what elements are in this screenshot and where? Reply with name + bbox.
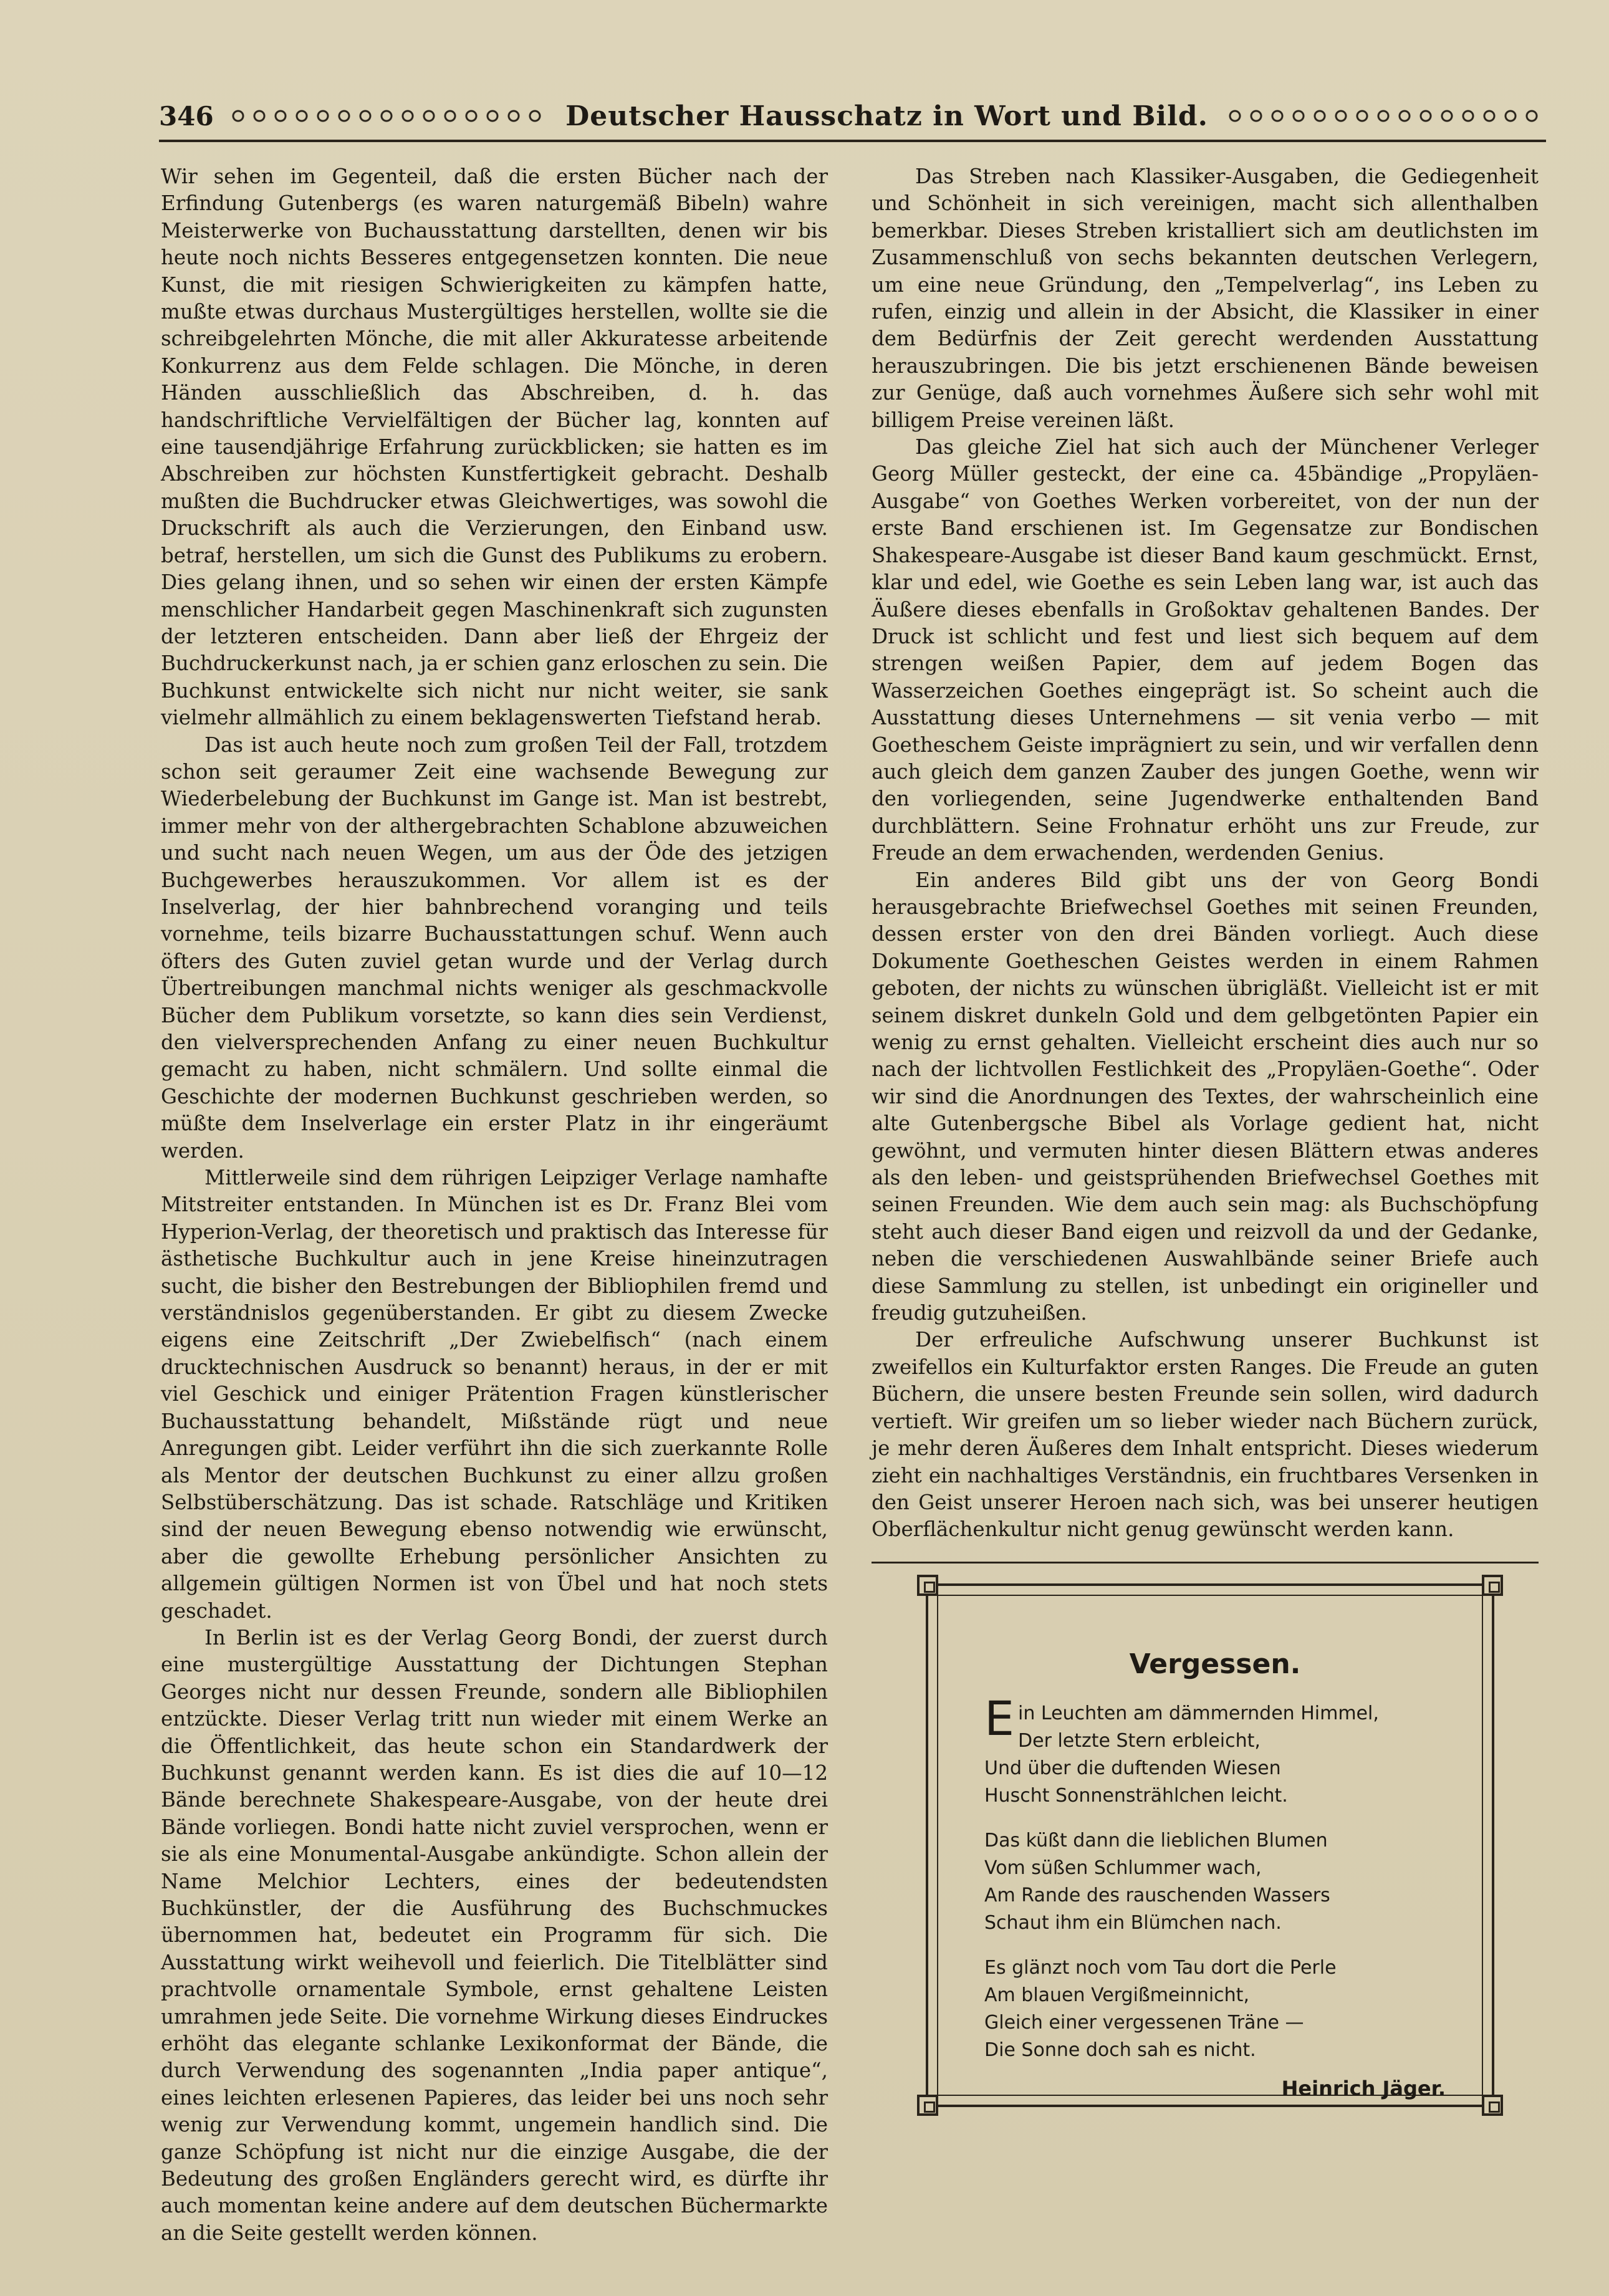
paragraph: Ein anderes Bild gibt uns der von Georg Bondi herausgebrachte Briefwechsel Goethes mit seinen Freunden, dessen erster von den drei Bänden vorliegt. Auch diese Dokumente Goetheschen Geistes werden in einem Rahmen geboten, der nichts zu wünschen übrigläßt. Vielleicht ist er mit seinem diskret dunkeln Gold und dem gelbgetönten Papier ein wenig zu ernst gehalten. Vielleicht erscheint dies auch nur so nach der lichtvollen Festlichkeit des „Propyläen-Goethe“. Oder wir sind die Anordnungen des Textes, der wahrscheinlich eine alte Gutenbergsche Bibel als Vorlage gedient hat, nicht gewöhnt, und vermuten hinter diesen Blättern etwas anderes als den leben- und geistsprühenden Briefwechsel Goethes mit seinen Freunden. Wie dem auch sein mag: als Buchschöpfung steht auch dieser Band eigen und reizvoll da und der Gedanke, neben die verschiedenen Auswahlbände seiner Briefe auch diese Sammlung zu stellen, ist unbedingt ein origineller und freudig gutzuheißen. xyxy=(872,868,1539,1325)
poem-line: Gleich einer vergessenen Träne — xyxy=(984,2012,1304,2034)
right-column xyxy=(872,163,1539,1544)
paragraph: Wir sehen im Gegenteil, daß die ersten Bücher nach der Erfindung Gutenbergs (es waren naturgemäß Bibeln) wahre Meisterwerke von Buchausstattung darstellten, denen wir bis heute noch nichts Besseres entgegensetzen konnten. Die neue Kunst, die mit riesigen Schwierigkeiten zu kämpfen hatte, mußte etwas durchaus Mustergültiges herstellen, wollte sie die schreibgelehrten Mönche, die mit aller Akkuratesse arbeitende Konkurrenz aus dem Felde schlagen. Die Mönche, in deren Händen ausschließlich das Abschreiben, d. h. das handschriftliche Vervielfältigen der Bücher lag, konnten auf eine tausendjährige Erfahrung zurückblicken; sie hatten es im Abschreiben zur höchsten Kunstfertigkeit gebracht. Deshalb mußten die Buchdrucker etwas Gleichwertiges, was sowohl die Druckschrift als auch die Verzierungen, den Einband usw. betraf, herstellen, um sich die Gunst des Publikums zu erobern. Dies gelang ihnen, und so sehen wir einen der ersten Kämpfe menschlicher Handarbeit gegen Maschinenkraft sich zugunsten der letzteren entscheiden. Dann aber ließ der Ehrgeiz der Buchdruckerkunst nach, ja er schien ganz erloschen zu sein. Die Buchkunst entwickelte sich nicht nur nicht weiter, sie sank vielmehr allmählich zu einem beklagenswerten Tiefstand herab. xyxy=(161,165,828,730)
paragraph: Das ist auch heute noch zum großen Teil der Fall, trotzdem schon seit geraumer Zeit eine wachsende Bewegung zur Wiederbelebung der Buchkunst im Gange ist. Man ist bestrebt, immer mehr von der althergebrachten Schablone abzuweichen und sucht nach neuen Wegen, um aus der Öde des jetzigen Buchgewerbes herauszukommen. Vor allem ist es der Inselverlag, der hier bahnbrechend voranging und teils vornehme, teils bizarre Buchausstattungen schuf. Wenn auch öfters des Guten zuviel getan wurde und der Verlag durch Übertreibungen manchmal nichts weniger als geschmackvolle Bücher dem Publikum vorsetzte, so kann dies sein Verdienst, den vielversprechenden Anfang zu einer neuen Buchkultur gemacht zu haben, nicht schmälern. Und sollte einmal die Geschichte der modernen Buchkunst geschrieben werden, so müßte dem Inselverlage ein erster Platz in ihr eingeräumt werden. xyxy=(161,733,828,1163)
page-header xyxy=(159,95,1546,137)
left-column xyxy=(161,163,828,2247)
poem-line: Die Sonne doch sah es nicht. xyxy=(984,2039,1256,2061)
poem-line: Der letzte Stern erbleicht, xyxy=(1018,1730,1261,1752)
poem xyxy=(984,1648,1446,2100)
poem-dropcap: E xyxy=(984,1691,1015,1746)
ornament-right xyxy=(1224,108,1546,123)
paragraph: In Berlin ist es der Verlag Georg Bondi, der zuerst durch eine mustergültige Ausstattung der Dichtungen Stephan Georges nicht nur dessen Freunde, sondern alle Bibliophilen entzückte. Dieser Verlag tritt nun wieder mit einem Werke an die Öffentlichkeit, das heute schon ein Standardwerk der Buchkunst genannt werden kann. Es ist dies die auf 10—12 Bände berechnete Shakespeare-Ausgabe, von der heute drei Bände vorliegen. Bondi hatte nicht zuviel versprochen, wenn er sie als eine Monumental-Ausgabe ankündigte. Schon allein der Name Melchior Lechters, eines der bedeutendsten Buchkünstler, der die Ausführung des Buchschmuckes übernommen hat, bedeutet ein Programm für sich. Die Ausstattung wirkt weihevoll und feierlich. Die Titelblätter sind prachtvolle ornamentale Symbole, ernst gehaltene Leisten umrahmen jede Seite. Die vornehme Wirkung dieses Eindruckes erhöht das elegante schlanke Lexikonformat der Bände, die durch Verwendung des sogenannten „India paper antique“, eines leichten erlesenen Papieres, das leider bei uns noch sehr wenig zur Verwendung kommt, ungemein handlich sind. Die ganze Schöpfung ist nicht nur die einzige Ausgabe, die der Bedeutung des großen Engländers gerecht wird, es dürfte ihr auch momentan keine andere auf dem deutschen Büchermarkte an die Seite gestellt werden können. xyxy=(161,1625,828,2245)
poem-line: Am Rande des rauschenden Wassers xyxy=(984,1885,1330,1906)
paragraph: Das gleiche Ziel hat sich auch der Münchener Verleger Georg Müller gesteckt, der eine ca. 45bändige „Propyläen-Ausgabe“ von Goethes Werken vorbereitet, von der nun der erste Band erschienen ist. Im Gegensatze zur Bondischen Shakespeare-Ausgabe ist dieser Band kaum geschmückt. Ernst, klar und edel, wie Goethe es sein Leben lang war, ist auch das Äußere dieses ebenfalls in Großoktav gehaltenen Bandes. Der Druck ist schlicht und fest und liest sich bequem auf dem strengen weißen Papier, dem auf jedem Bogen das Wasserzeichen Goethes eingeprägt ist. So scheint auch die Ausstattung dieses Unternehmens — sit venia verbo — mit Goetheschem Geiste imprägniert zu sein, und wir verfallen denn auch gleich dem ganzen Zauber des jungen Goethe, wenn wir den vorliegenden, seine Jugendwerke enthaltenden Band durchblättern. Seine Frohnatur erhöht uns zur Freude, zur Freude an dem erwachenden, werdenden Genius. xyxy=(872,435,1539,865)
poem-stanza xyxy=(984,1954,1446,2064)
corner-ornament xyxy=(1482,2095,1503,2116)
corner-ornament xyxy=(917,1575,938,1596)
poem-line-text: in Leuchten am dämmernden Himmel, xyxy=(1018,1703,1379,1724)
poem-line: Vom süßen Schlummer wach, xyxy=(984,1857,1262,1879)
poem-line: Es glänzt noch vom Tau dort die Perle xyxy=(984,1957,1337,1979)
poem-frame xyxy=(926,1583,1494,2107)
poem-author: Heinrich Jäger. xyxy=(1281,2077,1446,2100)
journal-title: Deutscher Hausschatz in Wort und Bild. xyxy=(565,100,1208,132)
poem-line: Huscht Sonnenstrählchen leicht. xyxy=(984,1785,1288,1807)
ornament-left xyxy=(228,108,549,123)
poem-stanza xyxy=(984,1827,1446,1937)
corner-ornament xyxy=(1482,1575,1503,1596)
poem-separator xyxy=(872,1562,1539,1563)
corner-ornament xyxy=(917,2095,938,2116)
paragraph: Der erfreuliche Aufschwung unserer Buchkunst ist zweifellos ein Kulturfaktor ersten Ranges. Die Freude an guten Büchern, die unsere besten Freunde sein sollen, wird dadurch vertieft. Wir greifen um so lieber wieder nach Büchern zurück, je mehr deren Äußeres dem Inhalt entspricht. Dieses wiederum zieht ein nachhaltiges Verständnis, ein fruchtbares Versenken in den Geist unserer Heroen nach sich, was bei unserer heutigen Oberflächenkultur nicht genug gewünscht werden kann. xyxy=(872,1328,1539,1542)
poem-stanza xyxy=(984,1691,1446,1810)
paragraph: Das Streben nach Klassiker-Ausgaben, die Gediegenheit und Schönheit in sich vereinigen, macht sich allenthalben bemerkbar. Dieses Streben kristalliert sich am deutlichsten im Zusammenschluß von sechs bekannten deutschen Verlegern, um eine neue Gründung, den „Tempelverlag“, ins Leben zu rufen, einzig und allein in der Absicht, die Klassiker in einer dem Bedürfnis der Zeit gerecht werdenden Ausstattung herauszubringen. Die bis jetzt erschienenen Bände beweisen zur Genüge, daß auch vornehmes Äußere sich sehr wohl mit billigem Preise vereinen läßt. xyxy=(872,165,1539,432)
header-rule xyxy=(159,140,1546,142)
page-number: 346 xyxy=(159,100,214,132)
poem-line: Schaut ihm ein Blümchen nach. xyxy=(984,1912,1282,1934)
poem-line: Am blauen Vergißmeinnicht, xyxy=(984,1984,1249,2006)
poem-line: Das küßt dann die lieblichen Blumen xyxy=(984,1830,1328,1852)
poem-title: Vergessen. xyxy=(1129,1648,1301,1680)
poem-line: Und über die duftenden Wiesen xyxy=(984,1757,1281,1779)
paragraph: Mittlerweile sind dem rührigen Leipziger Verlage namhafte Mitstreiter entstanden. In München ist es Dr. Franz Blei vom Hyperion-Verlag, der theoretisch und praktisch das Interesse für ästhetische Buchkultur auch in jene Kreise hineinzutragen sucht, die bisher den Bestrebungen der Bibliophilen fremd und verständnislos gegenüberstanden. Er gibt zu diesem Zwecke eigens eine Zeitschrift „Der Zwiebelfisch“ (nach einem drucktechnischen Ausdruck so benannt) heraus, in der er mit viel Geschick und einiger Prätention Fragen künstlerischer Buchausstattung behandelt, Mißstände rügt und neue Anregungen gibt. Leider verführt ihn die sich zuerkannte Rolle als Mentor der deutschen Buchkunst zu einer allzu großen Selbstüberschätzung. Das ist schade. Ratschläge und Kritiken sind der neuen Bewegung ebenso notwendig wie erwünscht, aber die gewollte Erhebung persönlicher Ansichten zu allgemein gültigen Normen ist von Übel und hat noch stets geschadet. xyxy=(161,1166,828,1623)
